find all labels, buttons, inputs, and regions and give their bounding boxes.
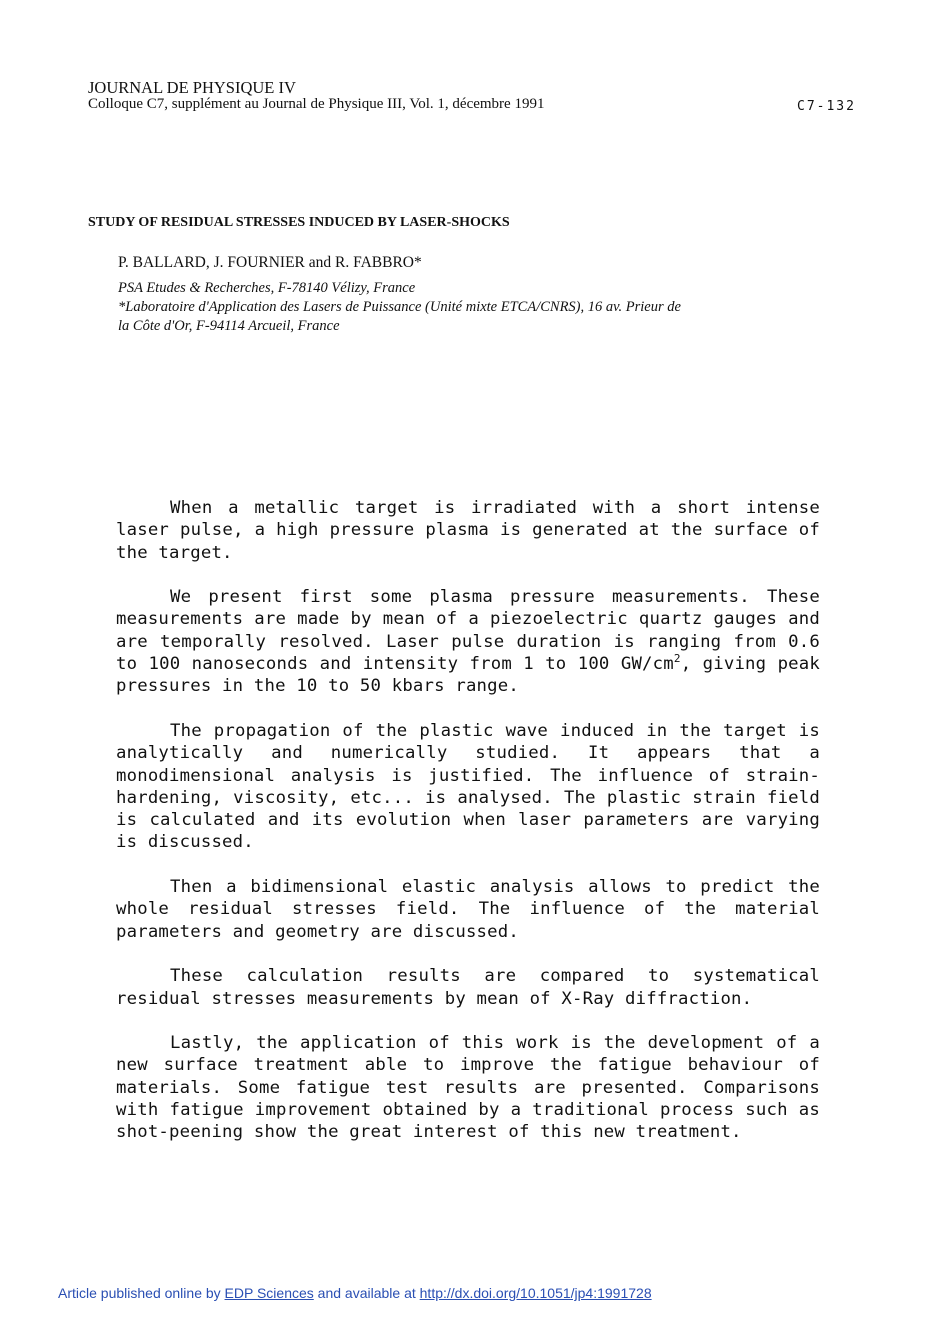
abstract-paragraph-4: Then a bidimensional elastic analysis allows to predict the whole residual stresses field. The influence of the material parameters and geometry are discussed.: [116, 877, 820, 942]
author-list: P. BALLARD, J. FOURNIER and R. FABBRO*: [118, 254, 422, 271]
abstract-body: [116, 497, 820, 1166]
affiliations: [118, 279, 808, 336]
abstract-paragraph-2: [116, 586, 820, 697]
edp-sciences-link[interactable]: EDP Sciences: [224, 1285, 314, 1301]
abstract-paragraph-1: When a metallic target is irradiated with a short intense laser pulse, a high pressure plasma is generated at the surface of the target.: [116, 498, 820, 563]
footer-prefix: Article published online by: [58, 1285, 225, 1301]
superscript-2: 2: [673, 652, 681, 666]
affiliation-psa: PSA Etudes & Recherches, F-78140 Vélizy, France: [118, 280, 416, 296]
p2-text-a: We present first some plasma pressure measurements. These measurements are made by mean of a piezoelectric quartz gauges and are temporally resolved. Laser pulse duration is ranging from 0.6 to 100 nanoseconds and intensity from 1 to 100 GW/cm: [116, 587, 820, 675]
publication-footer: [58, 1285, 652, 1301]
journal-name: JOURNAL DE PHYSIQUE IV: [88, 78, 296, 97]
abstract-paragraph-5: These calculation results are compared to systematical residual stresses measurements by mean of X-Ray diffraction.: [116, 966, 820, 1009]
colloque-line: Colloque C7, supplément au Journal de Physique III, Vol. 1, décembre 1991: [88, 96, 545, 112]
affiliation-lalp-line1: *Laboratoire d'Application des Lasers de Puissance (Unité mixte ETCA/CNRS), 16 av. Prieur de: [118, 299, 681, 315]
affiliation-lalp-line2: la Côte d'Or, F-94114 Arcueil, France: [118, 318, 340, 334]
abstract-paragraph-6: Lastly, the application of this work is the development of a new surface treatment able to improve the fatigue behaviour of materials. Some fatigue test results are presented. Comparisons with fatigue improvement obtained by a traditional process such as shot-peening show the great interest of this new treatment.: [116, 1033, 820, 1143]
page-number: C7-132: [797, 99, 856, 114]
footer-middle: and available at: [313, 1285, 420, 1301]
p2-text-b: , giving peak pressures in the 10 to 50 kbars range.: [116, 654, 820, 697]
doi-link[interactable]: http://dx.doi.org/10.1051/jp4:1991728: [419, 1285, 652, 1301]
article-title: STUDY OF RESIDUAL STRESSES INDUCED BY LASER-SHOCKS: [88, 215, 510, 230]
abstract-paragraph-3: The propagation of the plastic wave induced in the target is analytically and numerically studied. It appears that a monodimensional analysis is justified. The influence of strain-hardening, viscosity, etc... is analysed. The plastic strain field is calculated and its evolution when laser parameters are varying is discussed.: [116, 720, 820, 853]
